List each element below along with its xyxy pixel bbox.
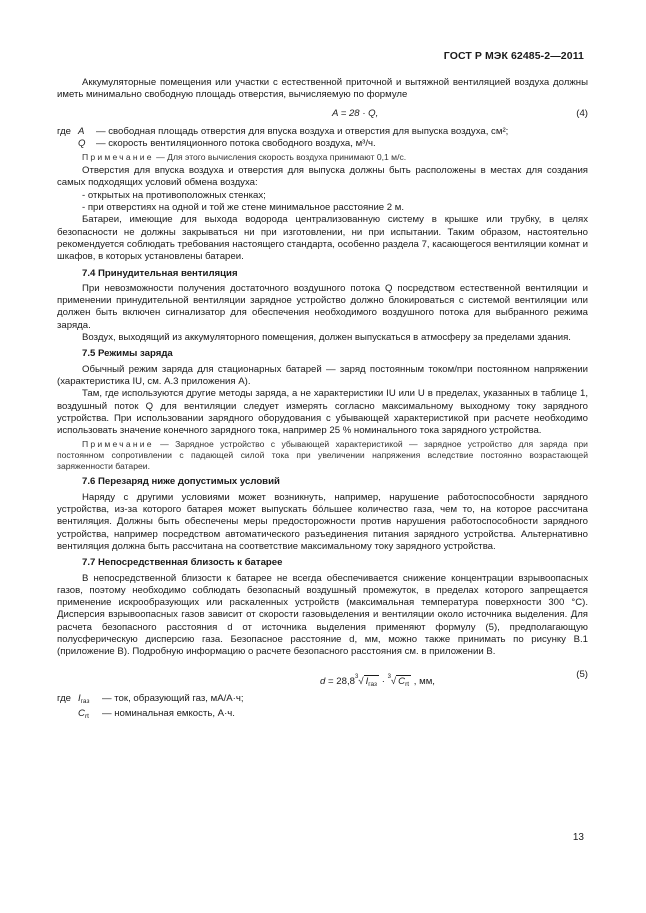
formula-5 bbox=[57, 663, 588, 691]
root-index: 3 bbox=[354, 673, 359, 680]
definition-row bbox=[57, 138, 588, 150]
note-label: Примечание bbox=[82, 152, 154, 163]
variable-i: I bbox=[365, 675, 369, 687]
note-text: — Для этого вычисления скорость воздуха принимают 0,1 м/с. bbox=[153, 152, 407, 163]
paragraph: При невозможности получения достаточного воздушного потока Q посредством естественной вентиляции и применении принудительной вентиляции зарядное устройство должно блокироваться с системой вентиляции или должен быть включен сигнализатор для обеспечения необходимого воздушного потока для выбранного режима заряда. bbox=[57, 282, 588, 331]
section-heading-7-5: 7.5 Режимы заряда bbox=[82, 348, 173, 360]
section-heading-7-7: 7.7 Непосредственная близость к батарее bbox=[82, 557, 283, 569]
definition-symbol bbox=[78, 708, 96, 723]
variable-c: C bbox=[398, 675, 406, 687]
section-heading-7-4: 7.4 Принудительная вентиляция bbox=[82, 267, 238, 279]
formula-4 bbox=[57, 105, 588, 123]
formula-number: (4) bbox=[576, 107, 588, 119]
document-header: ГОСТ Р МЭК 62485-2—2011 bbox=[443, 50, 584, 62]
formula-expression: $d = 28,8^3√$ $I_{газ} \cdot ^3√$ $C_{rt}$ , мм, bbox=[320, 671, 435, 691]
note bbox=[57, 152, 588, 163]
definition-lead: где bbox=[57, 692, 72, 704]
page-number: 13 bbox=[572, 832, 584, 843]
list-item: - при отверстиях на одной и той же стене минимальное расстояние 2 м. bbox=[82, 202, 405, 214]
definition-symbol: Q bbox=[78, 137, 86, 149]
formula-number: (5) bbox=[576, 668, 588, 680]
definition-row bbox=[57, 126, 588, 138]
paragraph: Воздух, выходящий из аккумуляторного помещения, должен выпускаться в атмосферу за пределами здания. bbox=[82, 332, 571, 344]
list-item: - открытых на противоположных стенках; bbox=[82, 189, 266, 201]
section-heading-7-6: 7.6 Перезаряд ниже допустимых условий bbox=[82, 476, 280, 488]
paragraph: Наряду с другими условиями может возникнуть, например, нарушение работоспособности зарядного устройства, из-за которого батарея может выпускать бо́льшее количество газа, чем то, на которое рассчитана вентиляция. Должны быть обеспечены меры предосторожности против нарушения работоспособности зарядного устройства, например посредством автоматического разъединения питания зарядного устройства. Альтернативно вентиляция должна быть рассчитана на соответствие максимальному току зарядного устройства. bbox=[57, 491, 588, 552]
paragraph: Отверстия для впуска воздуха и отверстия для выпуска должны быть расположены в местах для создания самых подходящих условий обмена воздуха: bbox=[57, 165, 588, 189]
definition-text: — номинальная емкость, А·ч. bbox=[102, 707, 235, 719]
definition-lead bbox=[57, 708, 78, 723]
definition-lead bbox=[57, 138, 78, 150]
definition-symbol: A bbox=[78, 125, 85, 137]
symbol-sub: газ bbox=[80, 697, 90, 705]
formula-tail: , мм, bbox=[413, 675, 435, 687]
page-content bbox=[57, 77, 588, 723]
definition-text: — скорость вентиляционного потока свободного воздуха, м³/ч. bbox=[96, 137, 376, 149]
multiply-dot: · bbox=[381, 675, 385, 687]
definition-text: — ток, образующий газ, мА/А·ч; bbox=[102, 692, 244, 704]
symbol-sub: rt bbox=[84, 712, 89, 720]
definition-list bbox=[57, 126, 588, 151]
symbol-main: C bbox=[78, 707, 85, 719]
root-index: 3 bbox=[387, 673, 391, 680]
formula-lhs: d bbox=[320, 675, 326, 687]
paragraph: Обычный режим заряда для стационарных батарей — заряд постоянным током/при постоянном напряжении (характеристика IU, см. А.3 приложения А). bbox=[57, 363, 588, 387]
definition-text: — свободная площадь отверстия для впуска воздуха и отверстия для выпуска воздуха, см²; bbox=[96, 125, 509, 137]
formula-coefficient: = 28,8 bbox=[328, 675, 355, 687]
paragraph: Аккумуляторные помещения или участки с естественной приточной и вытяжной вентиляцией воздуха должны иметь минимально свободную площадь отверстия, вычисляемую по формуле bbox=[57, 77, 588, 101]
formula-expression: A = 28 · Q, bbox=[332, 107, 379, 119]
subscript-rt: rt bbox=[405, 680, 410, 688]
definition-lead: где bbox=[57, 125, 72, 137]
note-text: — Зарядное устройство с убывающей характеристикой — зарядное устройство для заряда при постоянном сопротивлении с падающей силой тока при увеличении напряжения вследствие постоянно возрастающей заряженности батареи. bbox=[57, 439, 588, 472]
note bbox=[57, 439, 588, 472]
definition-list bbox=[57, 693, 588, 724]
definition-row bbox=[57, 693, 588, 708]
symbol-main: I bbox=[78, 692, 81, 704]
note-label: Примечание bbox=[82, 439, 154, 450]
paragraph: Батареи, имеющие для выхода водорода централизованную систему в крышке или трубку, в целях безопасности не должны закрываться ни при изготовлении, ни при испытании. Таким образом, настоятельно рекомендуется соблюдать требования настоящего стандарта, особенно раздела 7, касающегося вентиляции комнат и шкафов, в которых установлены батареи. bbox=[57, 214, 588, 263]
definition-symbol bbox=[78, 693, 96, 708]
radicand-2 bbox=[396, 675, 411, 691]
definition-row bbox=[57, 708, 588, 723]
paragraph: В непосредственной близости к батарее не всегда обеспечивается снижение концентрации взрывоопасных газов, поэтому необходимо соблюдать безопасный воздушный промежуток, в пределах которого запрещается применение искрообразующих или раскаленных устройств (максимальная температура поверхности 300 °С). Дисперсия взрывоопасных газов зависит от скорости газовыделения и вентиляции около источника выделения. Для расчета безопасного расстояния d от источника выделения применяют формулу (5), предполагающую полусферическую дисперсию газа. Безопасное расстояние d, мм, можно также принимать по рисунку В.1 (приложение В). Подробную информацию о расчете безопасного расстояния см. в приложении В. bbox=[57, 572, 588, 658]
radicand-1 bbox=[364, 675, 379, 691]
paragraph: Там, где используются другие методы заряда, а не характеристики IU или U в пределах, указанных в таблице 1, воздушный поток Q для вентиляции следует измерять согласно максимальному выходному току зарядного устройства. При использовании зарядного оборудования с убывающей характеристикой при расчете необходимо использовать значение конечного зарядного тока, например 25 % номинального тока зарядного устройства. bbox=[57, 388, 588, 437]
subscript-gas: газ bbox=[368, 680, 378, 688]
